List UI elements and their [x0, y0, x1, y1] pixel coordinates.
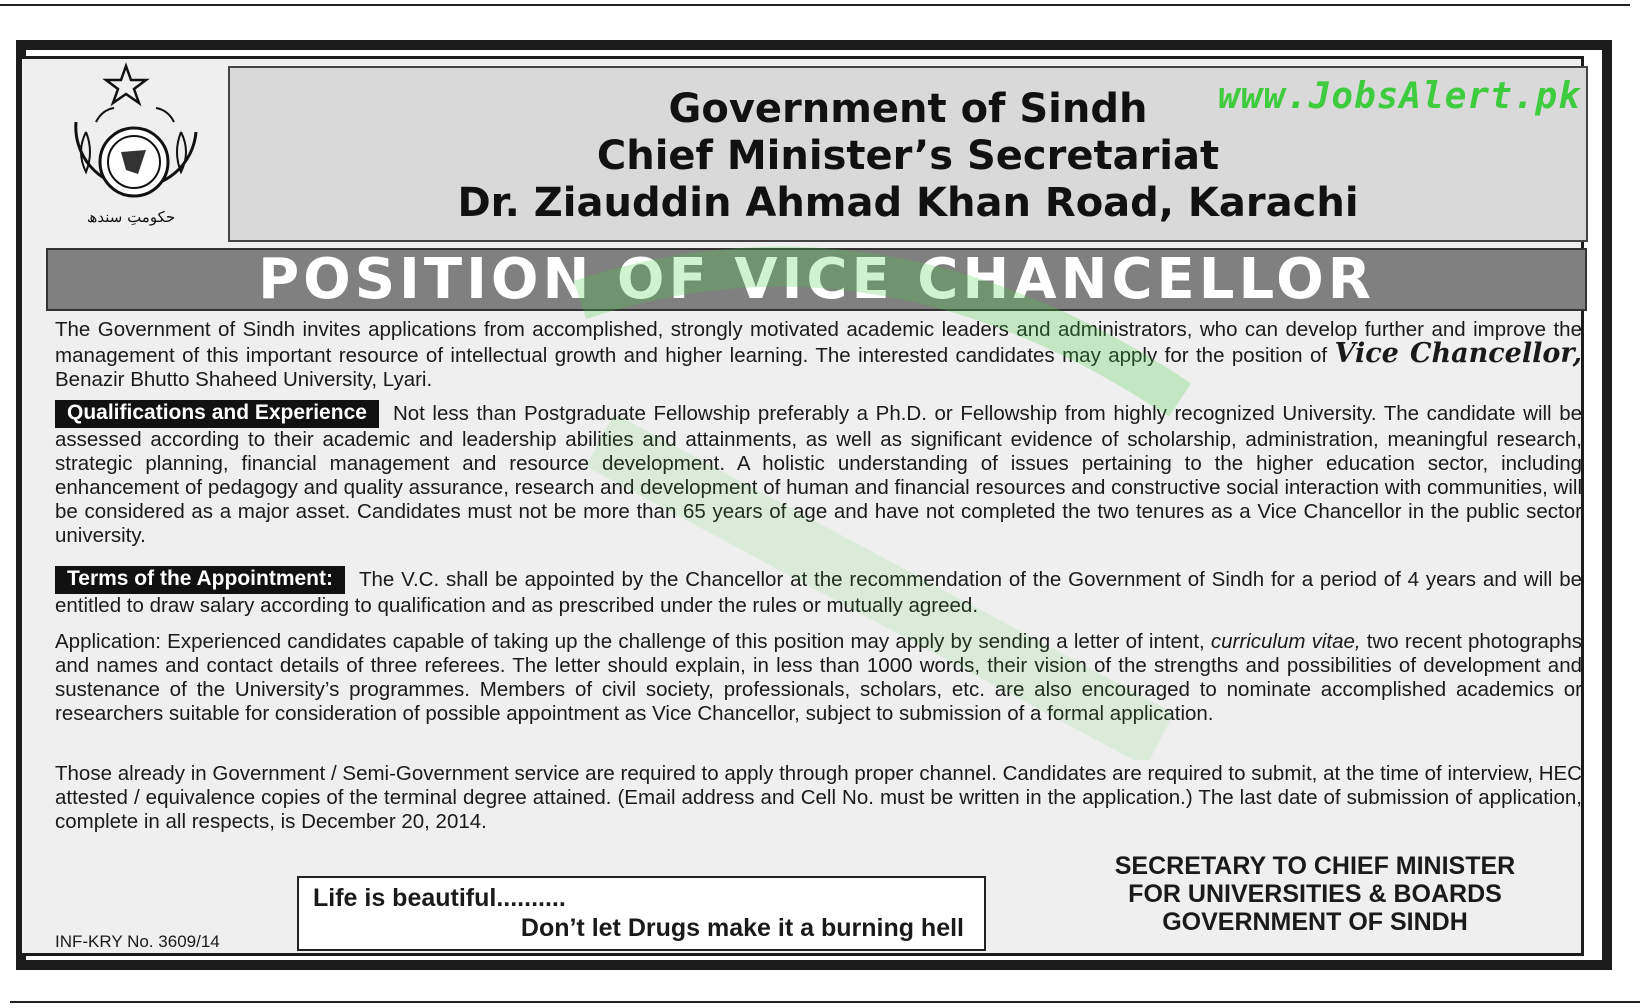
watermark-site-text: www.JobsAlert.pk [1218, 76, 1581, 117]
signature-line2: FOR UNIVERSITIES & BOARDS [1128, 880, 1502, 908]
intro-paragraph [55, 318, 1582, 392]
header-line-address: Dr. Ziauddin Ahmad Khan Road, Karachi [457, 180, 1359, 226]
sindh-emblem-icon [46, 62, 216, 242]
terms-text: The V.C. shall be appointed by the Chancellor at the recommendation of the Government of Sindh for a period of 4 years and will be entitled to draw salary according to qualification and as prescribed under the rules or mutually agreed. [55, 568, 1582, 617]
application-text-continued: two recent photographs and names and contact details of three referees. The letter should explain, in less than 1000 words, their vision of the strengths and possibilities of development and sustenance of the University’s programmes. Members of civil society, professionals, scholars, etc. are also encouraged to nominate accomplished academics or researchers suitable for consideration of possible appointment as Vice Chancellor, subject to submission of a formal application. [55, 630, 1582, 725]
anti-drug-message-box [297, 876, 986, 951]
top-rule [0, 4, 1630, 6]
terms-heading: Terms of the Appointment: [55, 566, 345, 594]
reference-number: INF-KRY No. 3609/14 [55, 932, 220, 951]
application-paragraph [55, 630, 1582, 726]
curriculum-vitae-text: curriculum vitae, [1210, 630, 1361, 653]
intro-text: The Government of Sindh invites applications from accomplished, strongly motivated academic leaders and administrators, who can develop further and improve the management of this important resource of intellectual growth and higher learning. The interested candidates may apply for the position of [55, 318, 1582, 367]
university-name: Benazir Bhutto Shaheed University, Lyari. [55, 368, 433, 391]
bottom-rule [10, 1001, 1640, 1003]
signature-line1: SECRETARY TO CHIEF MINISTER [1114, 852, 1516, 880]
header-line-government: Government of Sindh [668, 86, 1148, 132]
qualifications-text: Not less than Postgraduate Fellowship preferably a Ph.D. or Fellowship from highly recognized University. The candidate will be assessed according to their academic and leadership abilities and attainments, as well as significant evidence of scholarship, administration, meaningful research, strategic planning, financial management and resource development. A holistic understanding of issues pertaining to the higher education sector, including enhancement of pedagogy and quality assurance, research and development of human and financial resources and constructive social interaction with communities, will be considered as a major asset. Candidates must not be more than 65 years of age and have not completed the two tenures as a Vice Chancellor in the public sector university. [55, 402, 1582, 547]
application-text: Application: Experienced candidates capable of taking up the challenge of this position may apply by sending a letter of intent, [55, 630, 1205, 653]
government-service-paragraph: Those already in Government / Semi-Government service are required to apply through proper channel. Candidates are required to submit, at the time of interview, HEC attested / equivalence copies of the terminal degree attained. (Email address and Cell No. must be written in the application.) The last date of submission of application, complete in all respects, is December 20, 2014. [55, 762, 1582, 833]
signature-block [1040, 852, 1590, 936]
qualifications-paragraph [55, 400, 1582, 548]
header-line-secretariat: Chief Minister’s Secretariat [596, 133, 1220, 179]
drug-message-line2: Don’t let Drugs make it a burning hell [520, 914, 964, 942]
qualifications-heading: Qualifications and Experience [55, 400, 379, 428]
drug-message-line1: Life is beautiful.......... [313, 884, 566, 912]
emblem-caption: حکومتِ سندھ [86, 208, 176, 226]
vice-chancellor-title: Vice Chancellor, [1334, 338, 1583, 369]
position-banner-title: POSITION OF VICE CHANCELLOR [258, 247, 1375, 312]
signature-line3: GOVERNMENT OF SINDH [1162, 908, 1468, 936]
terms-paragraph [55, 566, 1582, 618]
position-banner [46, 248, 1587, 311]
